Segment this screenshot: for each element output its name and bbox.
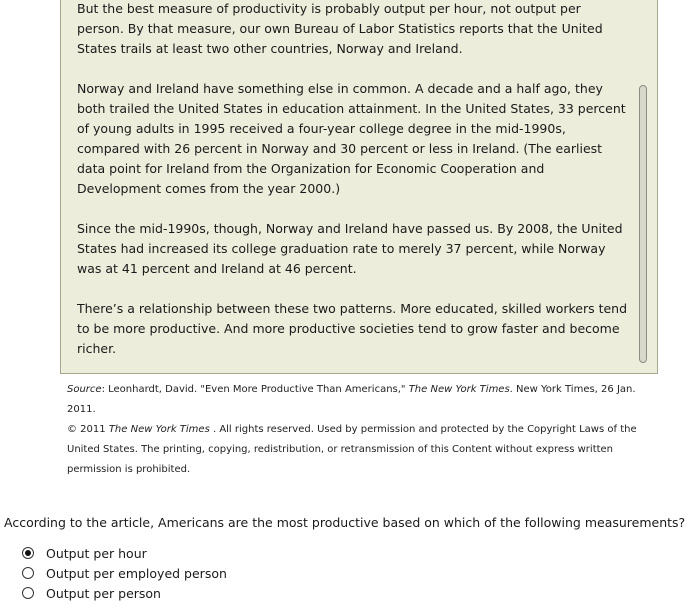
source-publication: The New York Times	[408, 384, 510, 395]
passage-panel[interactable]	[60, 0, 658, 374]
passage-paragraph: Norway and Ireland have something else in common. A decade and a half ago, they both trailed the United States in education attainment. In the United States, 33 percent of young adults in 1995 received a four-year college degree in the mid-1990s, compared with 26 percent in Norway and 30 percent or less in Ireland. (The earliest data point for Ireland from the Organization for Economic Cooperation and Development comes from the year 2000.)	[77, 81, 626, 196]
answer-option-label: Output per employed person	[46, 565, 227, 581]
answer-option-output-per-hour[interactable]	[22, 543, 227, 563]
answer-option-output-per-person[interactable]	[22, 583, 227, 603]
source-citation	[67, 380, 663, 480]
passage-paragraph: There’s a relationship between these two patterns. More educated, skilled workers tend to be more productive. And more productive societies tend to grow faster and become richer.	[77, 301, 628, 356]
answer-option-label: Output per hour	[46, 545, 147, 561]
radio-selected-icon[interactable]	[22, 547, 34, 559]
passage-paragraph: Since the mid-1990s, though, Norway and Ireland have passed us. By 2008, the United States had increased its college graduation rate to merely 37 percent, while Norway was at 41 percent and Ireland at 46 percent.	[77, 221, 623, 276]
source-date: . New York Times, 26 Jan. 2011.	[67, 384, 636, 415]
passage-scrollbar[interactable]	[639, 0, 647, 371]
answer-options	[22, 543, 227, 603]
radio-unselected-icon[interactable]	[22, 567, 34, 579]
passage-text	[77, 0, 629, 374]
source-label: Source	[67, 384, 102, 395]
radio-unselected-icon[interactable]	[22, 587, 34, 599]
answer-option-label: Output per person	[46, 585, 161, 601]
source-text: : Leonhardt, David. "Even More Productive Than Americans,"	[101, 384, 409, 395]
passage-paragraph: But the best measure of productivity is probably output per hour, not output per person. By that measure, our own Bureau of Labor Statistics reports that the United States trails at least two other countries, Norway and Ireland.	[77, 1, 603, 56]
scrollbar-thumb[interactable]	[639, 85, 647, 363]
copyright-prefix: © 2011	[67, 424, 109, 435]
question-text: According to the article, Americans are the most productive based on which of the following measurements?	[4, 515, 686, 530]
copyright-publication: The New York Times	[108, 424, 210, 435]
answer-option-output-per-employed-person[interactable]	[22, 563, 227, 583]
copyright-text: . All rights reserved. Used by permission and protected by the Copyright Laws of the United States. The printing, copying, redistribution, or retransmission of this Content without express written permission is prohibited.	[67, 424, 637, 475]
